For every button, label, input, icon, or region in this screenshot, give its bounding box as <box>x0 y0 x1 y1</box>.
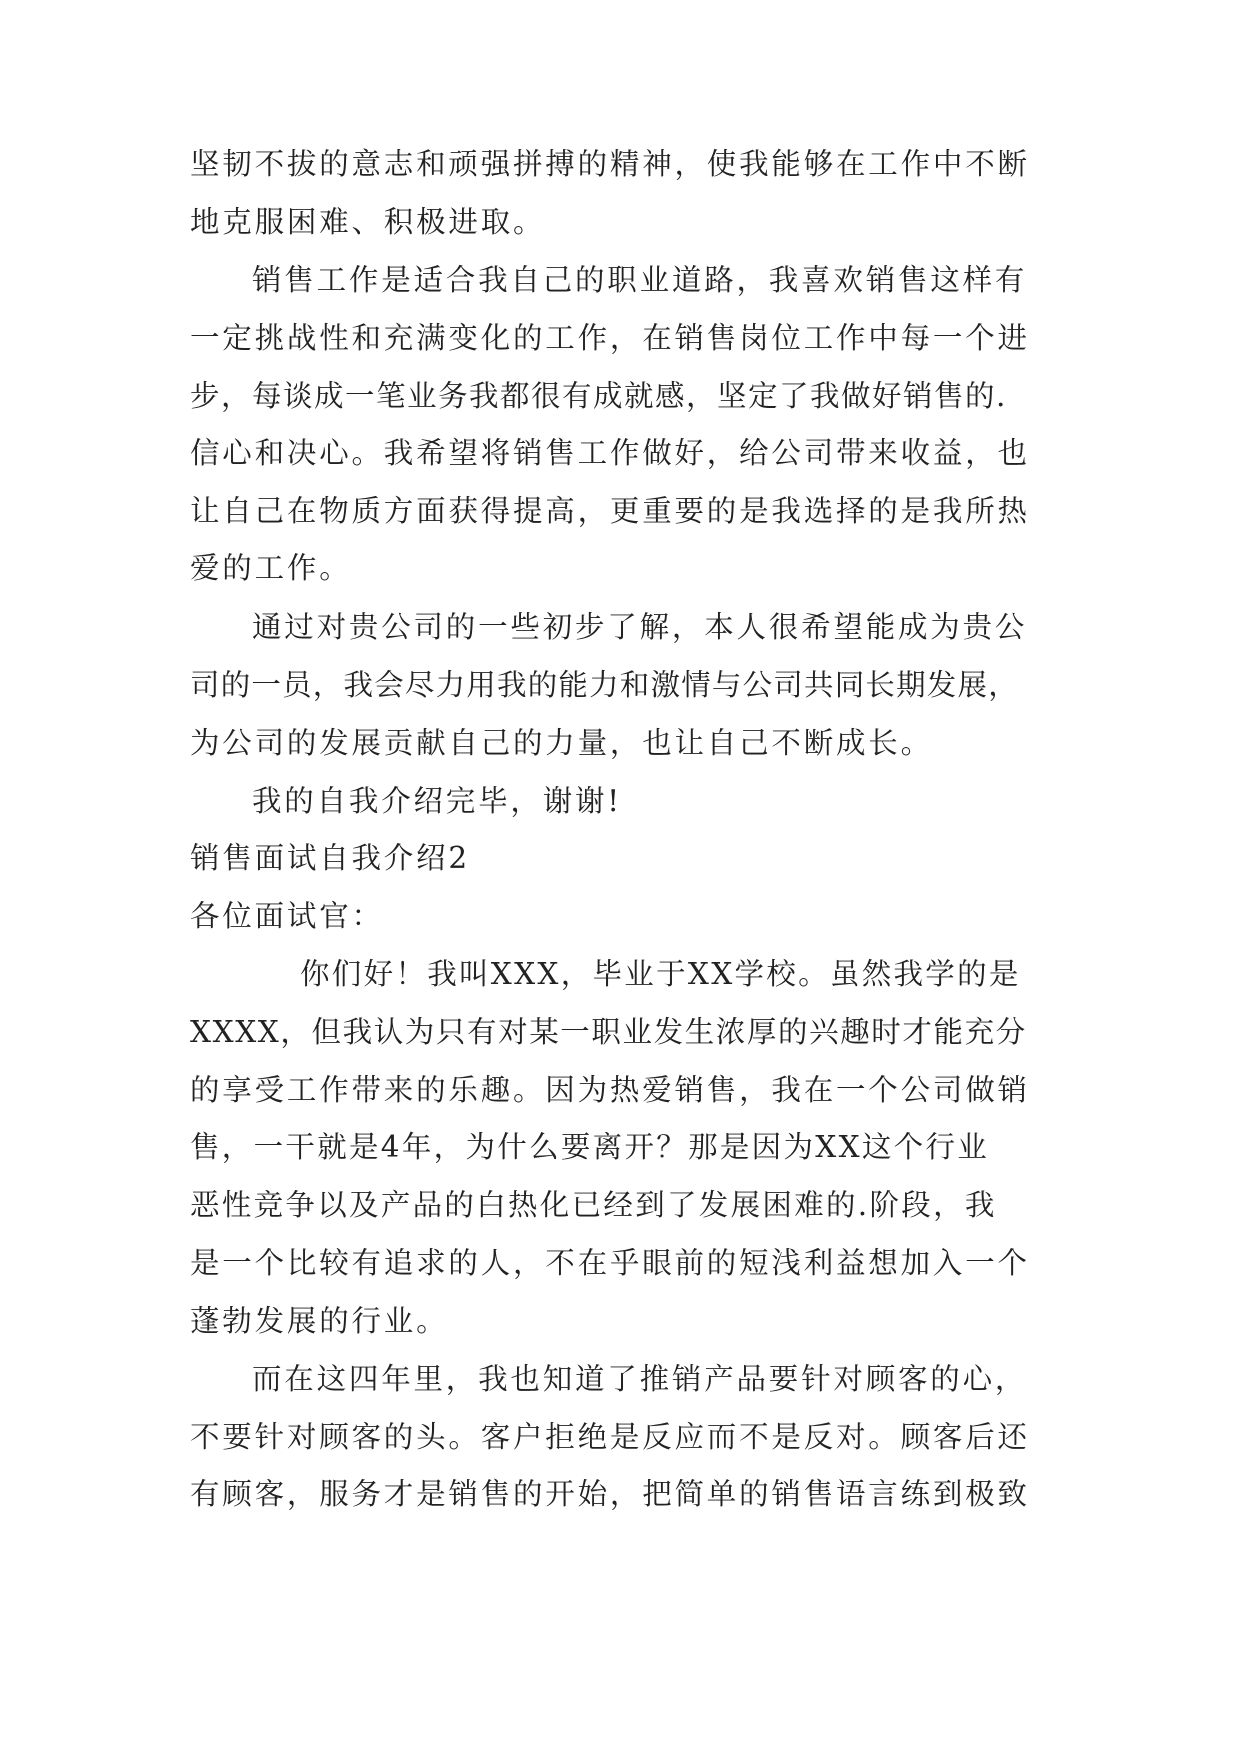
text-line: 有顾客，服务才是销售的开始，把简单的销售语言练到极致 <box>190 1477 1030 1511</box>
text-line: 一定挑战性和充满变化的工作，在销售岗位工作中每一个进 <box>190 321 1030 355</box>
text-line: 恶性竞争以及产品的白热化已经到了发展困难的.阶段，我 <box>190 1188 997 1222</box>
text-line: 销售工作是适合我自己的职业道路，我喜欢销售这样有 <box>252 263 1028 297</box>
text-line: 司的一员，我会尽力用我的能力和激情与公司共同长期发展， <box>190 668 1019 702</box>
text-line: XXXX，但我认为只有对某一职业发生浓厚的兴趣时才能充分 <box>190 1015 1027 1049</box>
text-line: 爱的工作。 <box>190 551 352 585</box>
text-line: 通过对贵公司的一些初步了解，本人很希望能成为贵公 <box>252 610 1028 644</box>
text-line: 的享受工作带来的乐趣。因为热爱销售，我在一个公司做销 <box>190 1073 1030 1107</box>
text-line: 为公司的发展贡献自己的力量，也让自己不断成长。 <box>190 726 933 760</box>
salutation: 各位面试官： <box>190 899 384 933</box>
text-line: 而在这四年里，我也知道了推销产品要针对顾客的心， <box>252 1362 1028 1396</box>
text-line: 地克服困难、积极进取。 <box>190 205 546 239</box>
text-line: 信心和决心。我希望将销售工作做好，给公司带来收益，也 <box>190 436 1030 470</box>
text-line: 我的自我介绍完毕，谢谢! <box>252 784 622 818</box>
text-line: 蓬勃发展的行业。 <box>190 1304 449 1338</box>
text-line: 坚韧不拔的意志和顽强拼搏的精神，使我能够在工作中不断 <box>190 147 1030 181</box>
text-line: 售，一干就是4年，为什么要离开？那是因为XX这个行业 <box>190 1130 990 1164</box>
text-line: 步，每谈成一笔业务我都很有成就感，坚定了我做好销售的. <box>190 379 1007 413</box>
text-line: 不要针对顾客的头。客户拒绝是反应而不是反对。顾客后还 <box>190 1420 1030 1454</box>
section-heading: 销售面试自我介绍2 <box>190 841 470 875</box>
text-line: 让自己在物质方面获得提高，更重要的是我选择的是我所热 <box>190 494 1030 528</box>
text-line: 是一个比较有追求的人，不在乎眼前的短浅利益想加入一个 <box>190 1246 1030 1280</box>
text-line: 你们好！我叫XXX，毕业于XX学校。虽然我学的是 <box>300 957 1021 991</box>
